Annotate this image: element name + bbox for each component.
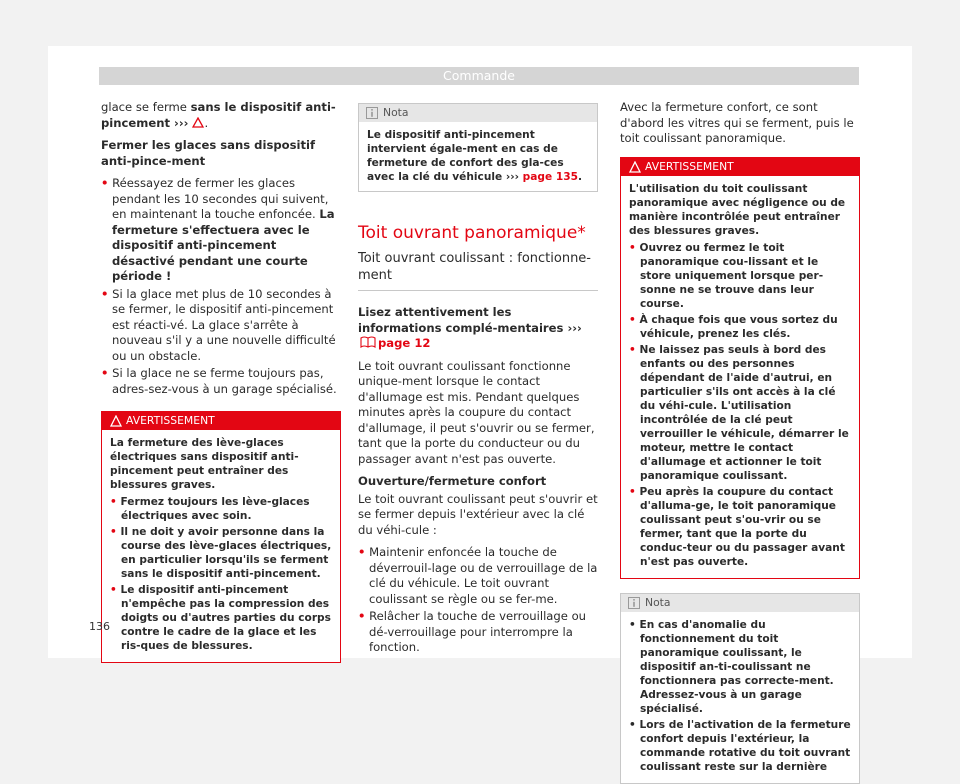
bullet-icon: •: [101, 176, 109, 190]
bullet-icon: •: [110, 526, 117, 538]
section-title: Toit ouvrant panoramique*: [358, 223, 586, 243]
bullet-icon: •: [358, 545, 366, 559]
paragraph: Le toit ouvrant coulissant fonctionne unique-ment lorsque le contact d'allumage est mis. Pendant quelques minutes après la coupure du contact d'allumage, il peut s'ouvrir ou se fermer, tant que la porte du conducteur ou du passager avant n'est pas ouverte.: [358, 358, 595, 466]
list-item: • Si la glace ne se ferme toujours pas, adres-sez-vous à un garage spécialisé.: [101, 366, 337, 396]
page-header: Commande: [99, 67, 859, 85]
list-item: • Ne laissez pas seuls à bord des enfants ou des personnes dépendant de l'aide d'autrui, en particulier s'ils ont accès à la clé du véhi-cule. L'utilisation incontrôlée de la clé peut verrouiller le véhicule, démarrer le moteur, mettre le contact d'allumage et actionner le toit panoramique coulissant.: [629, 343, 849, 482]
column-3: [620, 100, 860, 784]
list-item: • Fermez toujours les lève-glaces électriques avec soin.: [110, 496, 310, 522]
bullet-icon: •: [110, 584, 117, 596]
bullet-icon: •: [629, 343, 636, 356]
list-item: • Peu après la coupure du contact d'alluma-ge, le toit panoramique coulissant peut s'ou-vrir ou se fermer, tant que la porte du conduc-teur ou du passager avant n'est pas ouverte.: [629, 485, 845, 568]
list-item: • Maintenir enfoncée la touche de déverrouil-lage ou de verrouillage de la clé du véhicule. Le toit ouvrant coulissant se règle ou se fer-me.: [358, 545, 598, 606]
list-item: • Le dispositif anti-pincement n'empêche pas la compression des doigts ou d'autres parties du corps contre le cadre de la glace et les ris-ques de blessures.: [110, 584, 331, 652]
bullet-icon: •: [629, 241, 636, 254]
book-icon: [360, 336, 376, 348]
page-number: 136: [89, 620, 110, 633]
warning-box: [101, 411, 341, 663]
bullet-icon: •: [358, 609, 366, 623]
note-header: Nota: [621, 594, 859, 612]
warning-box: [620, 157, 860, 579]
warning-icon: [629, 161, 641, 173]
bullet-icon: •: [629, 618, 636, 631]
bullet-icon: •: [110, 496, 117, 508]
paragraph: Le toit ouvrant coulissant peut s'ouvrir et se fermer depuis l'extérieur avec la clé du véhi-cule :: [358, 491, 598, 537]
column-1: [101, 100, 341, 663]
subheading: Fermer les glaces sans dispositif anti-pince-ment: [101, 138, 316, 168]
paragraph: glace se ferme sans le dispositif anti-pincement ››› .: [101, 100, 336, 130]
warning-intro: La fermeture des lève-glaces électriques sans dispositif anti-pincement peut entraîner des blessures graves.: [110, 437, 299, 491]
note-box: Nota Le dispositif anti-pincement intervient égale-ment en cas de fermeture de confort des gla-ces avec la clé du véhicule ››› page 135.: [358, 103, 598, 192]
info-icon: [366, 107, 378, 119]
list-item: • Ouvrez ou fermez le toit panoramique cou-lissant et le store uniquement lorsque per-sonne ne se trouve dans leur course.: [629, 241, 824, 310]
note-header: Nota: [359, 104, 597, 122]
bullet-icon: •: [629, 313, 636, 326]
info-icon: [628, 597, 640, 609]
list-item: • Réessayez de fermer les glaces pendant les 10 secondes qui suivent, en maintenant la touche enfoncée. La fermeture s'effectuera avec le dispositif anti-pincement désactivé pendant une courte période !: [101, 176, 335, 283]
warning-icon: [192, 117, 204, 128]
list-item: • En cas d'anomalie du fonctionnement du toit panoramique coulissant, le dispositif an-ti-coulissant ne fonctionnera pas correcte-ment. Adressez-vous à un garage spécialisé.: [629, 618, 834, 715]
list-item: • À chaque fois que vous sortez du véhicule, prenez les clés.: [629, 313, 838, 340]
list-item: • Lors de l'activation de la fermeture confort depuis l'extérieur, la commande rotative du toit ouvrant coulissant reste sur la dernière: [629, 718, 851, 773]
subheading: Ouverture/fermeture confort: [358, 474, 547, 488]
list-item: • Si la glace met plus de 10 secondes à se fermer, le dispositif anti-pincement est réacti-vé. La glace s'arrête à nouveau s'il y a une nouvelle difficulté ou un obstacle.: [101, 286, 336, 363]
column-2: [358, 103, 598, 658]
list-item: • Relâcher la touche de verrouillage ou dé-verrouillage pour interrompre la fonction.: [358, 609, 587, 654]
warning-header: AVERTISSEMENT: [621, 158, 859, 176]
bullet-icon: •: [101, 366, 109, 380]
bullet-icon: •: [629, 485, 636, 498]
section-subtitle: Toit ouvrant coulissant : fonctionne-ment: [358, 250, 598, 291]
note-box: [620, 593, 860, 784]
paragraph: Avec la fermeture confort, ce sont d'abord les vitres qui se ferment, puis le toit coulissant panoramique.: [620, 100, 854, 145]
page-link[interactable]: page 135: [522, 171, 578, 183]
warning-icon: [110, 415, 122, 427]
page-link[interactable]: page 12: [378, 336, 431, 350]
bullet-icon: •: [629, 718, 636, 731]
warning-header: AVERTISSEMENT: [102, 412, 340, 430]
read-more: Lisez attentivement les informations complé-mentaires ››› page 12: [358, 305, 582, 350]
bullet-icon: •: [101, 286, 109, 301]
warning-intro: L'utilisation du toit coulissant panoramique avec négligence ou de manière incontrôlée peut entraîner des blessures graves.: [629, 182, 846, 237]
list-item: • Il ne doit y avoir personne dans la course des lève-glaces électriques, en particulier lorsqu'ils se ferment sans le dispositif anti-pincement.: [110, 526, 332, 580]
